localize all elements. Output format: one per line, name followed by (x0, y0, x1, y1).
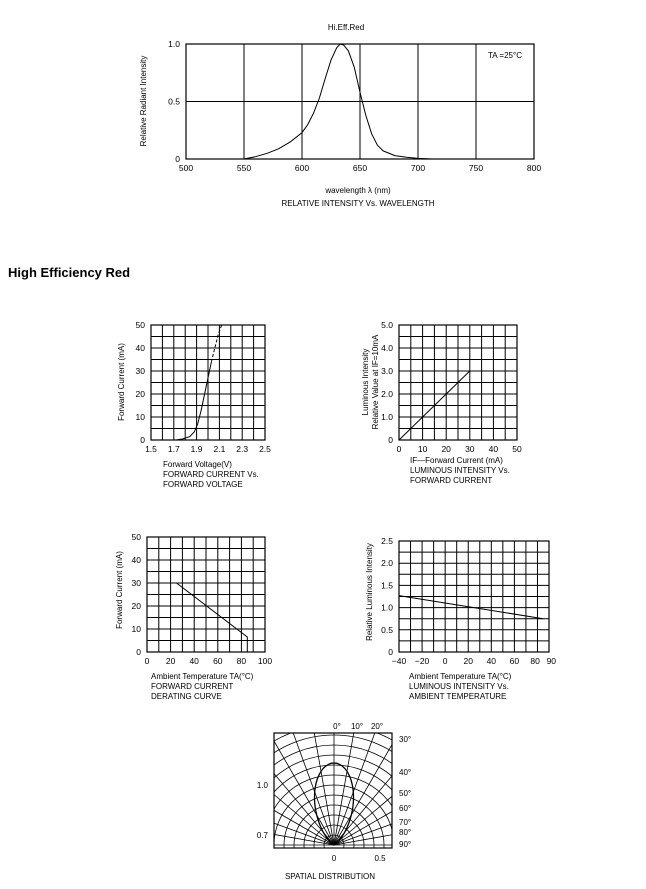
caption-line: FORWARD VOLTAGE (163, 480, 243, 489)
polar-radial-line (205, 692, 334, 845)
y-tick-label: 20 (135, 389, 145, 399)
y-axis-label-2: Relative Value at IF=10mA (371, 334, 380, 430)
x-tick-label: 10 (417, 444, 428, 454)
x-tick-label: 700 (410, 163, 426, 173)
y-tick-label: 50 (135, 320, 145, 330)
x-tick-label: 650 (352, 163, 368, 173)
y-tick-label: 20 (131, 601, 141, 611)
temperature-annotation: TA =25°C (488, 51, 522, 60)
x-tick-label: 2.1 (213, 444, 226, 454)
x-tick-label: 80 (530, 656, 540, 666)
y-tick-label: 10 (135, 412, 145, 422)
y-tick-label: 1.0 (168, 39, 180, 49)
y-axis-label: Forward Current (mA) (115, 551, 124, 629)
x-tick-label: 1.5 (145, 444, 157, 454)
x-tick-label: 20 (441, 444, 451, 454)
y-tick-label: 4.0 (381, 343, 393, 353)
angle-label: 40° (399, 768, 412, 777)
caption-line: DERATING CURVE (151, 692, 222, 701)
chart-caption: SPATIAL DISTRIBUTION (284, 872, 376, 881)
y-tick-label: 0 (175, 154, 180, 164)
y-tick-label: 3.0 (381, 366, 393, 376)
x-tick-label: 1.7 (167, 444, 180, 454)
chart-title: Hi.Eff.Red (327, 23, 365, 32)
caption-line: LUMINOUS INTENSITY Vs. (409, 682, 509, 691)
y-tick-label: 0 (388, 435, 393, 445)
angle-label: 50° (399, 789, 412, 798)
y-tick-label: 0.5 (381, 624, 393, 635)
series-line-2 (211, 325, 221, 362)
y-tick-label: 40 (131, 555, 141, 565)
y-tick-label: 1.0 (381, 412, 393, 422)
x-tick-label: 500 (178, 163, 194, 173)
caption-line: Forward Voltage(V) (163, 460, 232, 469)
x-tick-label: 40 (189, 656, 199, 666)
x-tick-label: 600 (294, 163, 310, 173)
y-tick-label: 0.5 (168, 96, 180, 107)
y-tick-label: 0 (388, 647, 393, 657)
radius-label: 0.5 (374, 854, 386, 863)
caption-line: AMBIENT TEMPERATURE (409, 692, 507, 701)
x-tick-label: 1.9 (190, 444, 203, 454)
caption-line: LUMINOUS INTENSITY Vs. (410, 466, 510, 475)
chart-3 (361, 320, 522, 485)
y-axis-label: Forward Current (mA) (117, 343, 126, 421)
left-scale-label: 0.7 (256, 831, 268, 840)
x-tick-label: 90 (546, 656, 557, 666)
x-tick-label: 2.5 (259, 444, 271, 454)
chart-caption: RELATIVE INTENSITY Vs. WAVELENGTH (281, 199, 435, 208)
angle-label: 10° (350, 722, 364, 731)
x-tick-label: 60 (509, 656, 520, 666)
y-axis-label: Luminous Intensity (361, 348, 370, 416)
y-tick-label: 40 (135, 343, 145, 353)
y-tick-label: 30 (135, 366, 145, 376)
caption-line: IF—Forward Current (mA) (410, 456, 503, 465)
x-tick-label: 750 (468, 163, 484, 173)
y-axis-label: Relative Radiant Intensity (139, 55, 148, 147)
caption-line: FORWARD CURRENT Vs. (163, 470, 259, 479)
chart-5 (365, 536, 556, 701)
y-tick-label: 5.0 (381, 320, 393, 330)
y-tick-label: 10 (131, 624, 141, 634)
caption-line: FORWARD CURRENT (151, 682, 234, 691)
angle-label: 80° (399, 828, 412, 837)
x-tick-label: 550 (236, 163, 252, 173)
y-tick-label: 0 (140, 435, 145, 445)
x-tick-label: 2.3 (236, 444, 249, 454)
chart-2 (117, 320, 271, 489)
y-tick-label: 30 (131, 578, 141, 588)
x-tick-label: 60 (213, 656, 223, 666)
y-axis-label: Relative Luminous Intensity (365, 543, 374, 641)
angle-label: 30° (399, 735, 412, 744)
angle-label: 20° (370, 722, 384, 731)
caption-line: FORWARD CURRENT (410, 476, 493, 485)
x-tick-label: 30 (465, 444, 475, 454)
x-tick-label: −40 (391, 656, 407, 666)
x-axis-label: wavelength λ (nm) (325, 186, 391, 195)
x-tick-label: 50 (512, 444, 522, 454)
angle-label: 90° (399, 840, 412, 849)
x-tick-label: 20 (463, 656, 473, 666)
y-tick-label: 2.0 (381, 389, 393, 399)
y-tick-label: 1.5 (381, 580, 393, 591)
angle-label: 70° (399, 818, 412, 827)
y-tick-label: 2.5 (381, 536, 393, 546)
angle-label: 0° (333, 722, 341, 731)
left-scale-label: 1.0 (256, 781, 268, 790)
y-tick-label: 50 (131, 532, 141, 542)
angle-label: 60° (399, 804, 412, 813)
section-heading: High Efficiency Red (8, 265, 131, 280)
x-tick-label: 100 (257, 656, 273, 666)
chart-4 (115, 532, 272, 701)
x-tick-label: 40 (486, 656, 497, 666)
x-tick-label: 0 (144, 656, 150, 666)
caption-line: Ambient Temperature TA(°C) (409, 672, 512, 681)
x-tick-label: 40 (488, 444, 499, 454)
radius-label: 0 (331, 854, 337, 863)
polar-radial-line (161, 745, 334, 845)
x-tick-label: 20 (165, 656, 176, 666)
chart-1 (139, 23, 541, 208)
x-tick-label: 800 (526, 163, 542, 173)
polar-radial-line (334, 745, 507, 845)
y-tick-label: 1.0 (381, 602, 393, 613)
x-tick-label: −20 (414, 656, 430, 666)
x-tick-label: 0 (396, 444, 402, 454)
x-tick-label: 80 (236, 656, 247, 666)
x-tick-label: 0 (442, 656, 448, 666)
caption-line: Ambient Temperature TA(°C) (151, 672, 254, 681)
y-tick-label: 2.0 (381, 558, 393, 569)
y-tick-label: 0 (136, 647, 141, 657)
